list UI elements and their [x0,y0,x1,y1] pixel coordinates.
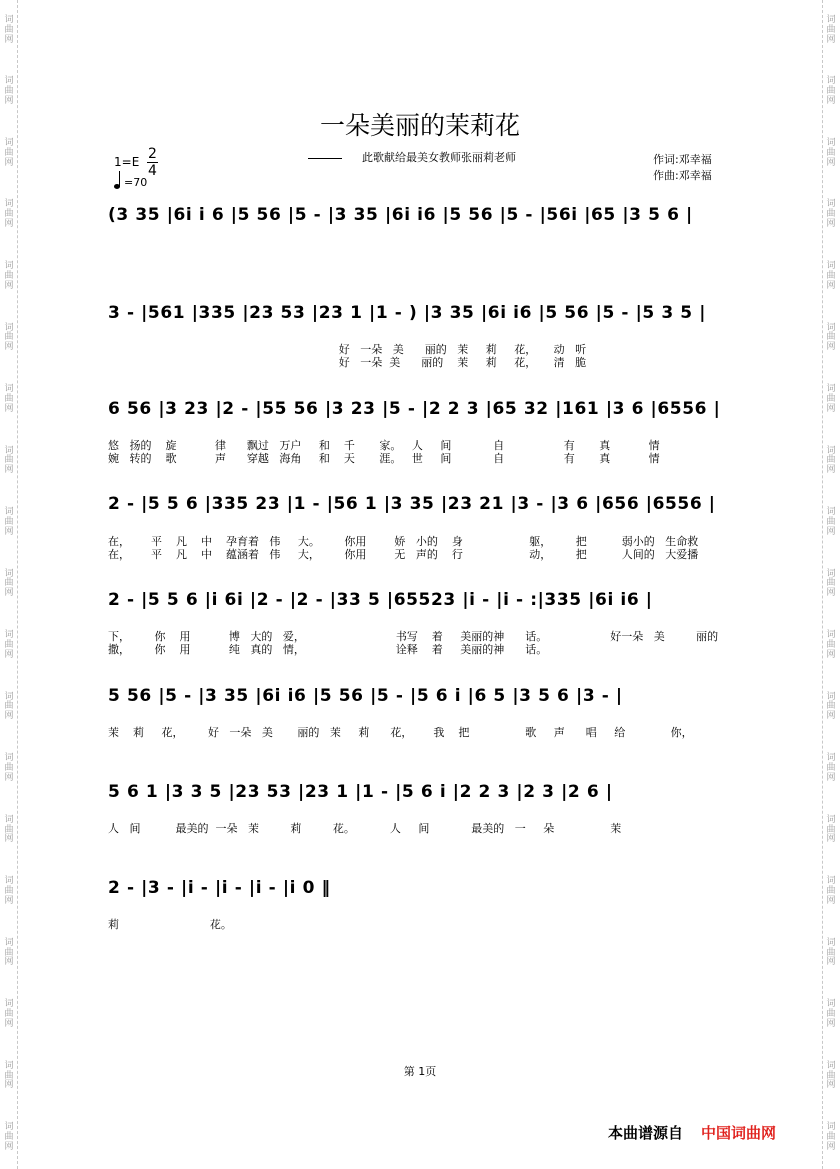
watermark-glyph: 词 [826,999,836,1010]
score-line-2: 3 - |561 |335 |23 53 |23 1 |1 - ) |3 35 |6i i6 |5 56 |5 - |5 3 5 | [108,303,707,323]
watermark-glyph: 网 [4,957,14,968]
watermark-glyph: 词 [826,137,836,148]
watermark-glyph: 词 [4,691,14,702]
watermark-glyph: 词 [4,384,14,395]
composer-credit: 作曲:邓幸福 [653,169,712,182]
watermark-glyph: 曲 [826,1132,836,1143]
watermark-group [4,262,13,292]
watermark-group [826,385,835,415]
credits-block [653,152,712,184]
watermark-glyph: 词 [826,199,836,210]
watermark-glyph: 曲 [4,455,14,466]
watermark-glyph: 曲 [4,578,14,589]
watermark-glyph: 曲 [826,147,836,158]
watermark-glyph: 网 [4,157,14,168]
watermark-glyph: 词 [826,384,836,395]
right-border-line [822,0,823,1169]
score-line-6: 5 56 |5 - |3 35 |6i i6 |5 56 |5 - |5 6 i |6 5 |3 5 6 |3 - | [108,686,623,706]
watermark-glyph: 词 [826,445,836,456]
watermark-group [826,693,835,723]
watermark-group [826,262,835,292]
watermark-group [826,939,835,969]
watermark-glyph: 网 [826,895,836,906]
key-signature: 1=E [114,155,140,169]
watermark-glyph: 曲 [4,209,14,220]
watermark-group [4,939,13,969]
lyric-line-3b: 婉 转的 歌 声 穿越 海角 和 天 涯。 世 间 自 有 真 情 [108,452,660,465]
score-line-4: 2 - |5 5 6 |335 23 |1 - |56 1 |3 35 |23 21 |3 - |3 6 |656 |6556 | [108,494,716,514]
lyric-line-7a: 人 间 最美的 一朵 茉 莉 花。 人 间 最美的 一 朵 茉 [108,822,622,835]
watermark-glyph: 词 [4,445,14,456]
lyric-line-8a: 莉 花。 [108,918,232,931]
lyric-line-2a: 好 一朵 美 丽的 茉 莉 花， 动 听 [108,343,587,356]
watermark-group [826,570,835,600]
watermark-glyph: 曲 [826,763,836,773]
watermark-glyph: 网 [826,280,836,291]
watermark-glyph: 词 [826,322,836,333]
watermark-glyph: 曲 [826,1070,836,1081]
watermark-glyph: 词 [826,1122,836,1133]
watermark-glyph: 网 [826,772,836,783]
source-prefix: 本曲谱源自 [608,1124,684,1142]
watermark-glyph: 曲 [4,24,14,35]
watermark-glyph: 曲 [826,947,836,958]
watermark-glyph: 曲 [4,147,14,158]
watermark-group [826,77,835,107]
watermark-glyph: 网 [826,711,836,722]
watermark-glyph: 曲 [4,1132,14,1143]
watermark-group [4,16,13,46]
watermark-group [4,447,13,477]
watermark-glyph: 曲 [4,639,14,650]
source-credit [608,1122,776,1143]
watermark-glyph: 词 [4,1122,14,1133]
watermark-group [4,77,13,107]
watermark-glyph: 曲 [4,86,14,97]
watermark-group [4,385,13,415]
lyric-line-5b: 撒， 你 用 纯 真的 情， 诠释 着 美丽的神 话。 [108,643,548,656]
watermark-group [4,816,13,846]
score-line-7: 5 6 1 |3 3 5 |23 53 |23 1 |1 - |5 6 i |2 2 3 |2 3 |2 6 | [108,782,613,802]
watermark-glyph: 网 [4,1080,14,1091]
watermark-glyph: 曲 [4,701,14,712]
dedication-text: 此歌献给最美女教师张丽莉老师 [362,151,516,164]
watermark-glyph: 曲 [826,886,836,897]
watermark-glyph: 曲 [826,270,836,281]
right-watermark-strip [824,0,838,1169]
watermark-glyph: 曲 [826,824,836,835]
watermark-glyph: 词 [826,753,836,764]
watermark-glyph: 网 [4,588,14,599]
watermark-glyph: 网 [4,834,14,845]
watermark-group [826,139,835,169]
watermark-glyph: 网 [826,1141,836,1152]
lyric-line-6a: 茉 莉 花， 好 一朵 美 丽的 茉 莉 花， 我 把 歌 声 唱 给 你， [108,726,693,739]
dedication-line [308,149,516,165]
song-title: 一朵美丽的茉莉花 [319,111,520,140]
quarter-note-icon [114,184,120,189]
watermark-glyph: 词 [4,814,14,825]
watermark-glyph: 曲 [4,270,14,281]
watermark-glyph: 网 [4,1141,14,1152]
watermark-glyph: 网 [4,711,14,722]
watermark-glyph: 曲 [826,1009,836,1020]
watermark-glyph: 曲 [826,455,836,466]
watermark-glyph: 曲 [4,886,14,897]
watermark-glyph: 网 [4,219,14,230]
watermark-glyph: 词 [826,507,836,518]
dedication-dash [308,158,342,159]
watermark-glyph: 词 [4,14,14,25]
watermark-glyph: 网 [4,34,14,45]
lyric-line-4a: 在， 平 凡 中 孕育着 伟 大。 你用 娇 小的 身 躯， 把 弱小的 生命救 [108,535,699,548]
watermark-glyph: 曲 [4,763,14,773]
lyric-line-4b: 在， 平 凡 中 蕴涵着 伟 大， 你用 无 声的 行 动， 把 人间的 大爱播 [108,548,699,561]
watermark-glyph: 词 [4,753,14,764]
watermark-glyph: 网 [826,1018,836,1029]
watermark-glyph: 曲 [826,516,836,527]
tempo-value: =70 [124,176,148,189]
watermark-glyph: 网 [4,465,14,476]
watermark-group [826,877,835,907]
watermark-glyph: 词 [826,691,836,702]
left-border-line [17,0,18,1169]
score-line-5: 2 - |5 5 6 |i 6i |2 - |2 - |33 5 |65523 |i - |i - :|335 |6i i6 | [108,590,653,610]
watermark-group [826,16,835,46]
watermark-glyph: 网 [826,96,836,107]
watermark-glyph: 曲 [4,332,14,343]
watermark-group [4,1000,13,1030]
watermark-glyph: 网 [826,834,836,845]
watermark-group [826,324,835,354]
watermark-group [4,200,13,230]
watermark-glyph: 网 [826,342,836,353]
time-signature [147,146,158,179]
watermark-glyph: 词 [4,260,14,271]
score-line-8: 2 - |3 - |i - |i - |i - |i 0 ‖ [108,878,331,898]
watermark-glyph: 网 [826,957,836,968]
watermark-group [826,1123,835,1153]
watermark-glyph: 网 [4,772,14,783]
watermark-glyph: 曲 [826,332,836,343]
watermark-glyph: 词 [826,937,836,948]
watermark-glyph: 词 [4,999,14,1010]
watermark-group [4,508,13,538]
watermark-glyph: 网 [4,280,14,291]
watermark-group [826,1000,835,1030]
watermark-group [826,631,835,661]
watermark-group [4,693,13,723]
watermark-glyph: 网 [826,219,836,230]
watermark-group [4,754,13,784]
time-denominator: 4 [148,163,157,179]
watermark-glyph: 网 [4,649,14,660]
watermark-glyph: 词 [826,76,836,87]
watermark-group [4,570,13,600]
watermark-glyph: 曲 [826,24,836,35]
watermark-glyph: 网 [826,157,836,168]
watermark-group [826,508,835,538]
watermark-group [826,816,835,846]
source-site: 中国词曲网 [701,1124,777,1142]
watermark-glyph: 曲 [4,824,14,835]
watermark-group [4,631,13,661]
watermark-glyph: 词 [826,876,836,887]
watermark-glyph: 网 [4,895,14,906]
watermark-glyph: 曲 [4,947,14,958]
watermark-glyph: 网 [826,588,836,599]
watermark-glyph: 网 [826,1080,836,1091]
watermark-glyph: 词 [826,14,836,25]
watermark-glyph: 词 [4,630,14,641]
watermark-glyph: 曲 [4,1009,14,1020]
watermark-group [4,877,13,907]
watermark-glyph: 曲 [826,86,836,97]
watermark-glyph: 曲 [4,516,14,527]
watermark-glyph: 网 [826,34,836,45]
score-line-1: (3 35 |6i i 6 |5 56 |5 - |3 35 |6i i6 |5 56 |5 - |56i |65 |3 5 6 | [108,205,693,225]
watermark-glyph: 词 [4,137,14,148]
time-numerator: 2 [148,146,157,162]
watermark-glyph: 网 [826,649,836,660]
lyric-line-5a: 下， 你 用 博 大的 爱， 书写 着 美丽的神 话。 好一朵 美 丽的 [108,630,719,643]
watermark-glyph: 词 [4,199,14,210]
page-number: 第 1页 [403,1065,437,1078]
watermark-group [4,1123,13,1153]
watermark-glyph: 词 [826,814,836,825]
watermark-glyph: 网 [4,526,14,537]
watermark-glyph: 词 [826,568,836,579]
watermark-glyph: 网 [4,403,14,414]
tempo-marking [114,176,147,189]
watermark-glyph: 曲 [4,393,14,404]
watermark-group [4,324,13,354]
watermark-group [826,754,835,784]
lyric-line-2b: 好 一朵 美 丽的 茉 莉 花， 清 脆 [108,356,587,369]
watermark-glyph: 词 [4,568,14,579]
watermark-group [826,200,835,230]
watermark-glyph: 网 [826,403,836,414]
watermark-glyph: 曲 [826,393,836,404]
watermark-glyph: 曲 [826,701,836,712]
watermark-glyph: 词 [4,76,14,87]
watermark-glyph: 网 [826,526,836,537]
lyric-line-3a: 悠 扬的 旋 律 飘过 万户 和 千 家。 人 间 自 有 真 情 [108,439,660,452]
watermark-glyph: 词 [4,876,14,887]
watermark-glyph: 词 [826,260,836,271]
watermark-glyph: 词 [4,322,14,333]
watermark-glyph: 网 [4,342,14,353]
watermark-glyph: 曲 [4,1070,14,1081]
watermark-glyph: 曲 [826,578,836,589]
watermark-glyph: 网 [826,465,836,476]
watermark-group [4,139,13,169]
watermark-glyph: 词 [4,1060,14,1071]
watermark-glyph: 网 [4,96,14,107]
watermark-glyph: 词 [826,1060,836,1071]
watermark-glyph: 曲 [826,639,836,650]
lyricist-credit: 作词:邓幸福 [653,153,712,166]
left-watermark-strip [2,0,16,1169]
score-line-3: 6 56 |3 23 |2 - |55 56 |3 23 |5 - |2 2 3 |65 32 |161 |3 6 |6556 | [108,399,721,419]
watermark-glyph: 词 [4,507,14,518]
watermark-glyph: 词 [826,630,836,641]
watermark-glyph: 网 [4,1018,14,1029]
watermark-group [826,447,835,477]
watermark-glyph: 曲 [826,209,836,220]
watermark-glyph: 词 [4,937,14,948]
